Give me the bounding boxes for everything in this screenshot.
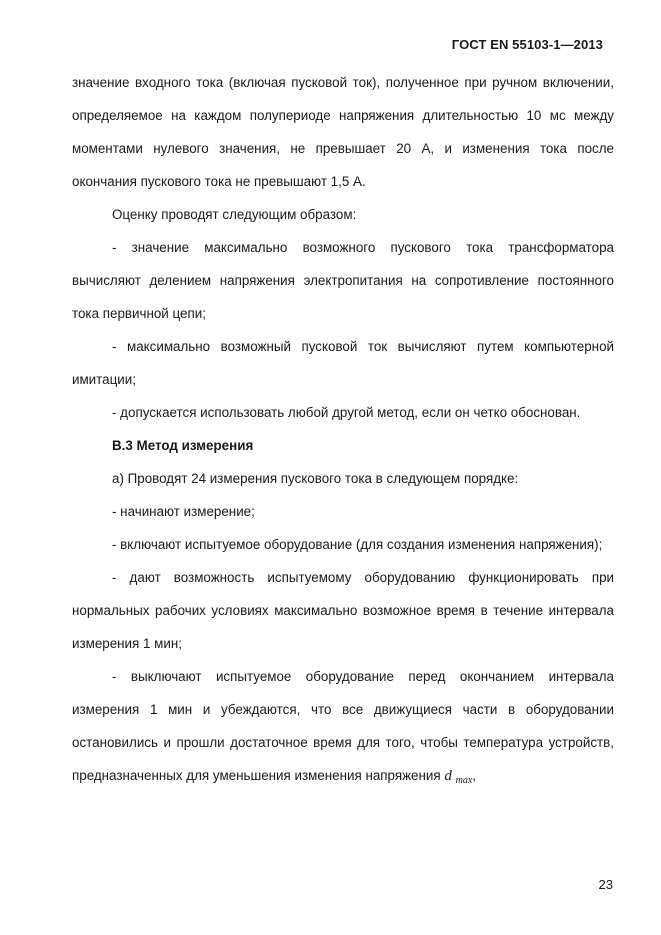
section-heading: В.3 Метод измерения	[112, 438, 254, 453]
document-body	[72, 66, 614, 797]
list-item-switch-off	[72, 660, 614, 797]
document-header: ГОСТ EN 55103-1—2013	[451, 37, 603, 52]
formula-symbol: d	[444, 768, 452, 784]
switch-off-text: - выключают испытуемое оборудование перед окончанием интервала измерения 1 мин и убеждаются, что все движущиеся части в оборудовании остановились и прошли достаточное время для того, чтобы температура устройств, предназначенных для уменьшения изменения напряжения	[72, 669, 614, 783]
formula-subscript: max	[455, 775, 473, 786]
list-item-transformer-calc: - значение максимально возможного пускового тока трансформатора вычисляют делением напряжения электропитания на сопротивление постоянного тока первичной цепи;	[72, 240, 614, 321]
paragraph-continuation: значение входного тока (включая пусковой ток), полученное при ручном включении, определяемое на каждом полупериоде напряжения длительностью 10 мс между моментами нулевого значения, не превышает 20 А, и изменения тока после окончания пускового тока не превышают 1,5 А.	[72, 75, 614, 189]
formula-d-max	[444, 768, 472, 784]
list-item-switch-on: - включают испытуемое оборудование (для создания изменения напряжения);	[112, 537, 603, 552]
list-item-computer-simulation: - максимально возможный пусковой ток вычисляют путем компьютерной имитации;	[72, 339, 614, 387]
paragraph-measurements-order: а) Проводят 24 измерения пускового тока в следующем порядке:	[112, 471, 519, 486]
list-item-other-method: - допускается использовать любой другой метод, если он четко обоснован.	[112, 405, 581, 420]
list-item-start-measurement: - начинают измерение;	[112, 504, 255, 519]
paragraph-evaluation-intro: Оценку проводят следующим образом:	[112, 207, 357, 222]
list-item-operate: - дают возможность испытуемому оборудованию функционировать при нормальных рабочих условиях максимально возможное время в течение интервала измерения 1 мин;	[72, 570, 614, 651]
trailing-comma: ,	[472, 768, 477, 783]
page-number: 23	[598, 877, 613, 892]
